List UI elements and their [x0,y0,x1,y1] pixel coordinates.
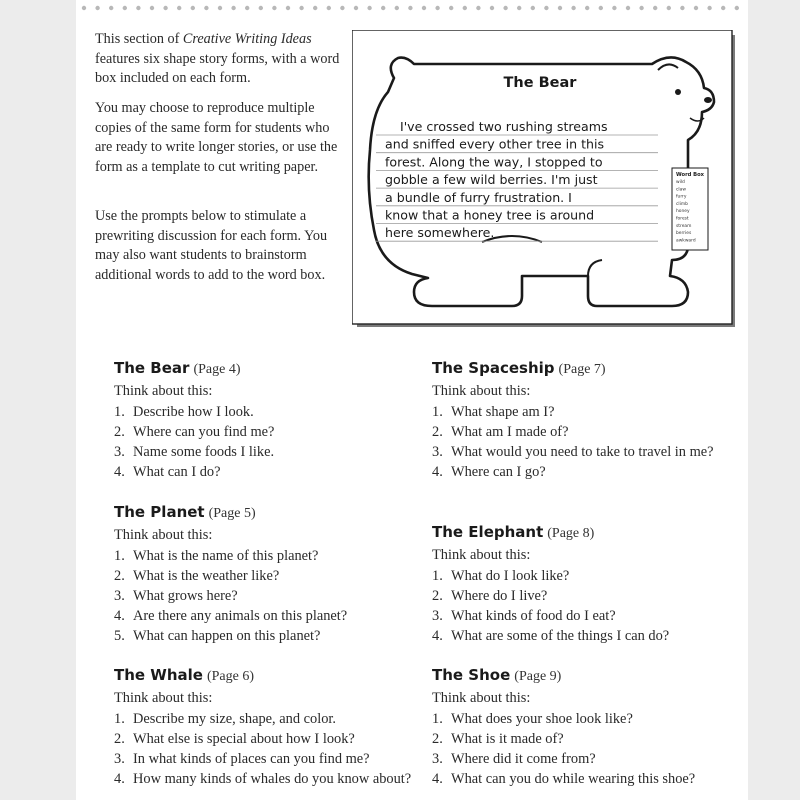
question-item [432,769,732,789]
question-text: Describe my size, shape, and color. [133,711,337,727]
border-dot [476,6,480,10]
think-about-this-label: Think about this: [114,690,213,706]
section-heading [432,522,732,544]
section-page-ref: (Page 6) [206,669,255,684]
border-dot [150,6,154,10]
section-heading [432,358,732,380]
question-text: What shape am I? [451,404,555,420]
question-number: 1. [432,404,443,420]
question-number: 1. [114,404,125,420]
border-dot [531,6,535,10]
question-text: What do I look like? [451,568,570,584]
question-item [114,546,414,566]
section-title: The Bear [114,359,190,377]
section-heading [114,665,414,687]
bear-nose [704,97,712,103]
prompt-section [114,502,414,646]
question-number: 1. [432,711,443,727]
question-item [114,626,414,646]
section-page-ref: (Page 9) [514,669,562,684]
question-text: Name some foods I like. [133,444,275,460]
section-title: The Whale [114,666,203,684]
section-page-ref: (Page 7) [558,362,606,377]
question-number: 3. [432,444,443,460]
question-item [432,566,732,586]
story-line: forest. Along the way, I stopped to [385,154,603,170]
question-item [432,606,732,626]
border-dot [259,6,263,10]
question-text: What can I do? [133,464,221,480]
question-list [432,402,732,482]
think-about-this-label: Think about this: [432,383,531,399]
question-item [114,586,414,606]
question-text: In what kinds of places can you find me? [133,751,370,767]
section-title: The Planet [114,503,205,521]
question-item [114,729,414,749]
border-dot [218,6,222,10]
question-number: 3. [114,444,125,460]
border-dot [463,6,467,10]
question-item [432,626,732,646]
section-page-ref: (Page 4) [193,362,241,377]
word-box-word: awkward [676,238,696,244]
border-dot [449,6,453,10]
border-dot [490,6,494,10]
question-text: What kinds of food do I eat? [451,608,616,624]
border-dot [735,6,739,10]
border-dot [245,6,249,10]
question-number: 3. [432,608,443,624]
question-number: 4. [114,464,125,480]
question-item [114,402,414,422]
border-dot [286,6,290,10]
question-item [432,749,732,769]
section-page-ref: (Page 5) [208,506,256,521]
border-dot [694,6,698,10]
question-text: How many kinds of whales do you know about? [133,771,412,787]
book-title-emphasis: Creative Writing Ideas [182,31,312,47]
question-text: Describe how I look. [133,404,254,420]
question-text: What can happen on this planet? [133,628,321,644]
question-item [432,586,732,606]
border-dot [626,6,630,10]
intro-paragraph-3: Use the prompts below to stimulate a prewriting discussion for each form. You may also want students to brainstorm additional words to add to the word box. [95,208,328,283]
story-line: here somewhere. [385,225,495,241]
question-number: 2. [432,424,443,440]
border-dot [109,6,113,10]
border-dot [558,6,562,10]
question-item [114,422,414,442]
word-box-word: furry [676,194,687,200]
border-dot [327,6,331,10]
question-number: 3. [432,751,443,767]
border-dot [367,6,371,10]
section-title: The Shoe [432,666,511,684]
word-box-word: claw [676,187,686,193]
question-number: 1. [114,711,125,727]
border-dot [680,6,684,10]
border-dot [653,6,657,10]
question-text: Are there any animals on this planet? [133,608,348,624]
question-text: What am I made of? [451,424,569,440]
question-text: What is it made of? [451,731,564,747]
section-heading [114,358,414,380]
border-dot [667,6,671,10]
border-dot [707,6,711,10]
question-text: What is the weather like? [133,568,280,584]
prompt-section [432,358,732,482]
border-dot [422,6,426,10]
question-item [114,566,414,586]
question-list [114,709,414,789]
story-line: and sniffed every other tree in this [385,136,605,152]
think-about-this-label: Think about this: [114,527,213,543]
border-dot [340,6,344,10]
border-dot [435,6,439,10]
border-dot [517,6,521,10]
question-number: 2. [432,588,443,604]
section-page-ref: (Page 8) [547,526,595,541]
question-item [432,422,732,442]
border-dot [299,6,303,10]
border-dot [639,6,643,10]
question-list [114,546,414,646]
word-box-word: forest [676,216,689,222]
border-dot [408,6,412,10]
think-about-this-label: Think about this: [432,547,531,563]
question-number: 4. [114,771,125,787]
border-dot [231,6,235,10]
border-dot [123,6,127,10]
question-text: Where do I live? [451,588,548,604]
bear-story-form-illustration [352,30,738,330]
question-number: 4. [432,628,443,644]
section-title: The Elephant [432,523,544,541]
question-list [432,709,732,789]
word-box-word: honey [676,209,690,215]
question-text: What can you do while wearing this shoe? [451,771,696,787]
question-number: 3. [114,751,125,767]
word-box-word: wild [676,180,685,185]
story-line: a bundle of furry frustration. I [385,189,572,205]
border-dot [95,6,99,10]
border-dot [354,6,358,10]
intro-paragraph-2: You may choose to reproduce multiple copies of the same form for students who are ready to write longer stories, or use the form as a template to cut writing paper. [95,100,338,175]
border-dot [204,6,208,10]
word-box-title: Word Box [675,172,705,178]
border-dot [177,6,181,10]
question-number: 2. [114,731,125,747]
question-text: What grows here? [133,588,238,604]
prompt-section [432,665,732,789]
question-text: What is the name of this planet? [133,548,319,564]
border-dot [82,6,86,10]
question-text: Where did it come from? [451,751,596,767]
question-text: What are some of the things I can do? [451,628,670,644]
border-dot [571,6,575,10]
border-dot [612,6,616,10]
question-number: 2. [114,568,125,584]
question-text: Where can you find me? [133,424,275,440]
word-box-word: stream [676,223,692,229]
border-dot [381,6,385,10]
question-item [432,729,732,749]
question-item [114,749,414,769]
question-item [432,709,732,729]
border-dot [721,6,725,10]
think-about-this-label: Think about this: [432,690,531,706]
border-dot [191,6,195,10]
border-dot [503,6,507,10]
word-box-word: berries [676,231,692,237]
question-number: 1. [114,548,125,564]
question-list [432,566,732,646]
prompt-section [114,358,414,482]
border-dot [313,6,317,10]
story-line: gobble a few wild berries. I'm just [385,172,598,188]
think-about-this-label: Think about this: [114,383,213,399]
dotted-border [76,2,748,14]
border-dot [585,6,589,10]
question-text: Where can I go? [451,464,546,480]
word-box-word: climb [676,201,688,207]
section-heading [114,502,414,524]
question-item [114,606,414,626]
prompt-section [432,522,732,646]
border-dot [163,6,167,10]
figure-title: The Bear [503,75,577,91]
question-number: 4. [432,464,443,480]
question-list [114,402,414,482]
prompt-section [114,665,414,789]
question-text: What else is special about how I look? [133,731,355,747]
question-item [432,442,732,462]
question-number: 4. [432,771,443,787]
story-line: know that a honey tree is around [385,207,595,223]
question-item [114,442,414,462]
question-number: 4. [114,608,125,624]
question-item [432,402,732,422]
border-dot [544,6,548,10]
question-number: 2. [432,731,443,747]
story-line: I've crossed two rushing streams [400,119,608,134]
question-number: 3. [114,588,125,604]
bear-eye [675,89,681,95]
section-title: The Spaceship [432,359,555,377]
border-dot [136,6,140,10]
question-text: What would you need to take to travel in me? [451,444,714,460]
question-text: What does your shoe look like? [451,711,633,727]
question-number: 5. [114,628,125,644]
question-item [114,462,414,482]
border-dot [272,6,276,10]
question-item [114,709,414,729]
question-item [432,462,732,482]
document-page [76,0,748,800]
intro-paragraph-1: This section of Creative Writing Ideas features six shape story forms, with a word box included on each form. [95,31,340,86]
border-dot [395,6,399,10]
section-heading [432,665,732,687]
question-number: 1. [432,568,443,584]
question-item [114,769,414,789]
question-number: 2. [114,424,125,440]
border-dot [599,6,603,10]
